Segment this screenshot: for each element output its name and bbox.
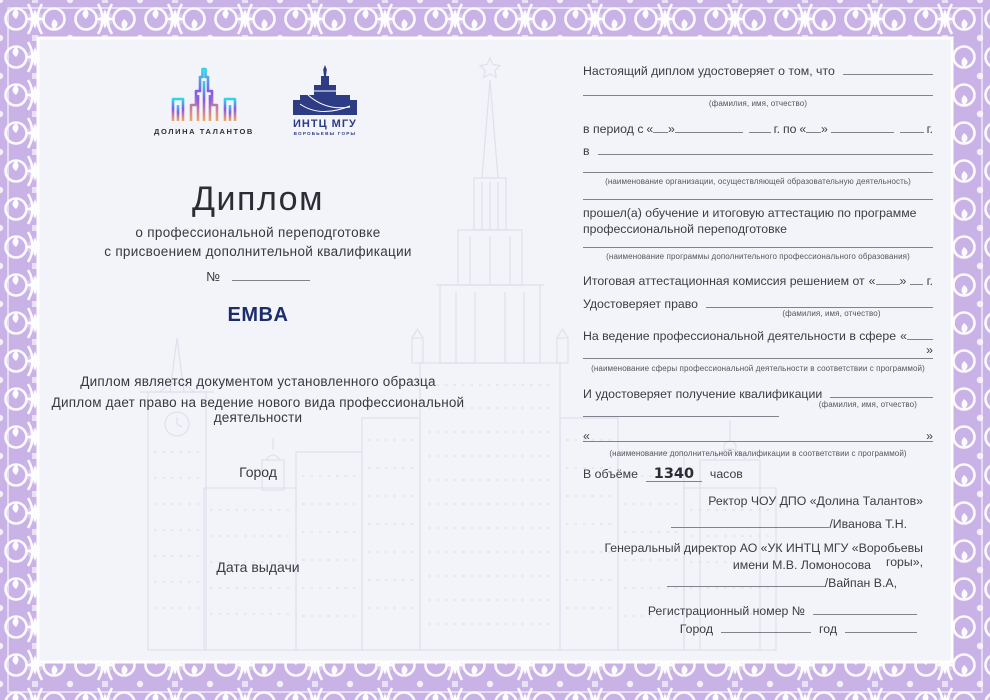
note-line1: Диплом является документом установленного образца bbox=[80, 374, 436, 389]
msu-logo-subtitle: ВОРОБЬЕВЫ ГОРЫ bbox=[293, 131, 357, 136]
sphere-field-line2 bbox=[583, 343, 933, 359]
year-suffix-2: г. bbox=[926, 122, 934, 136]
sphere-label: На ведение профессиональной деятельности в сфере bbox=[583, 329, 897, 343]
reg-year-label: год bbox=[819, 622, 837, 636]
sphere-field-line1 bbox=[907, 330, 933, 340]
number-label: № bbox=[206, 269, 221, 284]
quote-close: » bbox=[668, 122, 675, 136]
msu-building-icon bbox=[288, 64, 362, 116]
period-month-to-field bbox=[831, 123, 894, 133]
talent-valley-caption: ДОЛИНА ТАЛАНТОВ bbox=[154, 127, 254, 136]
reg-number-row bbox=[583, 604, 933, 618]
quote-open-2: « bbox=[799, 122, 807, 136]
diploma-content bbox=[38, 38, 952, 662]
issue-date-label: Дата выдачи bbox=[216, 559, 300, 575]
director-title-line2: имени М.В. Ломоносова bbox=[732, 558, 871, 572]
po-label: по bbox=[782, 122, 797, 136]
rector-title: Ректор ЧОУ ДПО «Долина Талантов» bbox=[708, 494, 923, 508]
director-sign-name: /Вайпан В.А, bbox=[824, 576, 897, 590]
organization-field-line2 bbox=[583, 172, 933, 173]
certifies-label: Настоящий диплом удостоверяет о том, что bbox=[583, 64, 835, 78]
commission-label: Итоговая аттестационная комиссия решением от bbox=[583, 274, 865, 288]
quote-open: « bbox=[646, 122, 654, 136]
program-caption: (наименование программы дополнительного профессионального образования) bbox=[606, 252, 910, 261]
talent-valley-logo bbox=[154, 64, 254, 136]
reg-number-field bbox=[813, 605, 917, 615]
training-top-line bbox=[583, 199, 933, 200]
rector-signature-row bbox=[583, 517, 933, 531]
certify-right-label: Удостоверяет право bbox=[583, 297, 698, 311]
qualification-field-line2 bbox=[583, 416, 779, 417]
organization-row bbox=[583, 144, 933, 158]
year-suffix-1: г. bbox=[773, 122, 781, 136]
commission-day-field bbox=[876, 275, 900, 285]
talent-valley-tower-icon bbox=[161, 64, 247, 122]
diploma-title: Диплом bbox=[192, 180, 324, 218]
commission-row bbox=[583, 274, 933, 288]
volume-suffix: часов bbox=[709, 467, 743, 481]
quote-close-3: » bbox=[899, 274, 907, 288]
training-text bbox=[583, 205, 933, 237]
name-blank-field bbox=[843, 65, 933, 75]
diploma-number-row bbox=[38, 269, 478, 284]
qualification-row bbox=[583, 387, 933, 401]
director-signature-field bbox=[667, 577, 825, 587]
certifies-row bbox=[583, 64, 933, 78]
period-year-from-field bbox=[749, 123, 771, 133]
in-label: в bbox=[583, 144, 590, 158]
year-suffix-3: г. bbox=[926, 274, 933, 288]
fio-caption-1: (фамилия, имя, отчество) bbox=[708, 99, 808, 108]
msu-logo-title: ИНТЦ МГУ bbox=[293, 118, 357, 130]
period-day-to-field bbox=[806, 123, 821, 133]
director-title: Генеральный директор АО «УК ИНТЦ МГУ «Воробьевы горы», bbox=[604, 541, 923, 569]
quote-open-4: « bbox=[900, 329, 907, 343]
number-blank-field bbox=[232, 271, 310, 281]
note-line2: Диплом дает право на ведение нового вида профессиональной деятельности bbox=[51, 395, 465, 425]
director-signature-row bbox=[583, 576, 933, 590]
logos-row bbox=[38, 64, 478, 136]
training-text-line2: профессиональной переподготовке bbox=[583, 222, 788, 236]
quote-open-5: « bbox=[583, 429, 590, 443]
qualification-name-field bbox=[830, 388, 933, 398]
volume-value-field: 1340 bbox=[646, 466, 702, 482]
reg-year-field bbox=[845, 623, 917, 633]
period-prefix: в период с bbox=[583, 122, 644, 136]
certify-right-field bbox=[706, 298, 933, 308]
qualification-quoted-field bbox=[583, 429, 933, 442]
reg-city-field bbox=[721, 623, 811, 633]
sphere-row bbox=[583, 329, 933, 343]
volume-label: В объёме bbox=[583, 467, 638, 481]
diploma-subtitle-line2: с присвоением дополнительной квалификации bbox=[104, 244, 412, 259]
organization-caption: (наименование организации, осуществляющей образовательную деятельность) bbox=[605, 177, 911, 186]
qual-caption: (наименование дополнительной квалификации в соответствии с программой) bbox=[609, 449, 907, 458]
training-text-line1: прошел(а) обучение и итоговую аттестацию по программе bbox=[583, 206, 917, 220]
city-year-row bbox=[583, 622, 933, 636]
rector-signature-field bbox=[671, 518, 829, 528]
name-blank-field-line2 bbox=[583, 95, 933, 96]
rector-sign-name: /Иванова Т.Н. bbox=[829, 517, 907, 531]
msu-intc-logo bbox=[288, 64, 362, 136]
commission-date-field bbox=[910, 275, 922, 285]
diploma-subtitle-line1: о профессиональной переподготовке bbox=[135, 225, 381, 240]
title-column bbox=[38, 38, 478, 662]
quote-close-4: » bbox=[926, 343, 933, 357]
sphere-caption: (наименование сферы профессиональной деятельности в соответствии с программой) bbox=[591, 364, 925, 373]
quote-close-5: » bbox=[926, 429, 933, 443]
reg-city-label: Город bbox=[679, 622, 714, 636]
qualification-label: И удостоверяет получение квалификации bbox=[583, 387, 823, 401]
program-name: EMBA bbox=[227, 304, 289, 326]
reg-number-label: Регистрационный номер № bbox=[647, 604, 805, 618]
quote-open-3: « bbox=[868, 274, 876, 288]
fio-caption-3: (фамилия, имя, отчество) bbox=[818, 400, 917, 409]
program-field-line bbox=[583, 247, 933, 248]
fio-caption-2: (фамилия, имя, отчество) bbox=[782, 309, 881, 318]
quote-close-2: » bbox=[821, 122, 828, 136]
period-year-to-field bbox=[900, 123, 924, 133]
volume-row bbox=[583, 466, 933, 482]
period-day-from-field bbox=[653, 123, 668, 133]
form-column bbox=[583, 38, 933, 662]
period-row bbox=[583, 122, 933, 136]
city-label: Город bbox=[239, 464, 277, 480]
period-month-from-field bbox=[675, 123, 743, 133]
organization-field-line1 bbox=[598, 145, 933, 155]
